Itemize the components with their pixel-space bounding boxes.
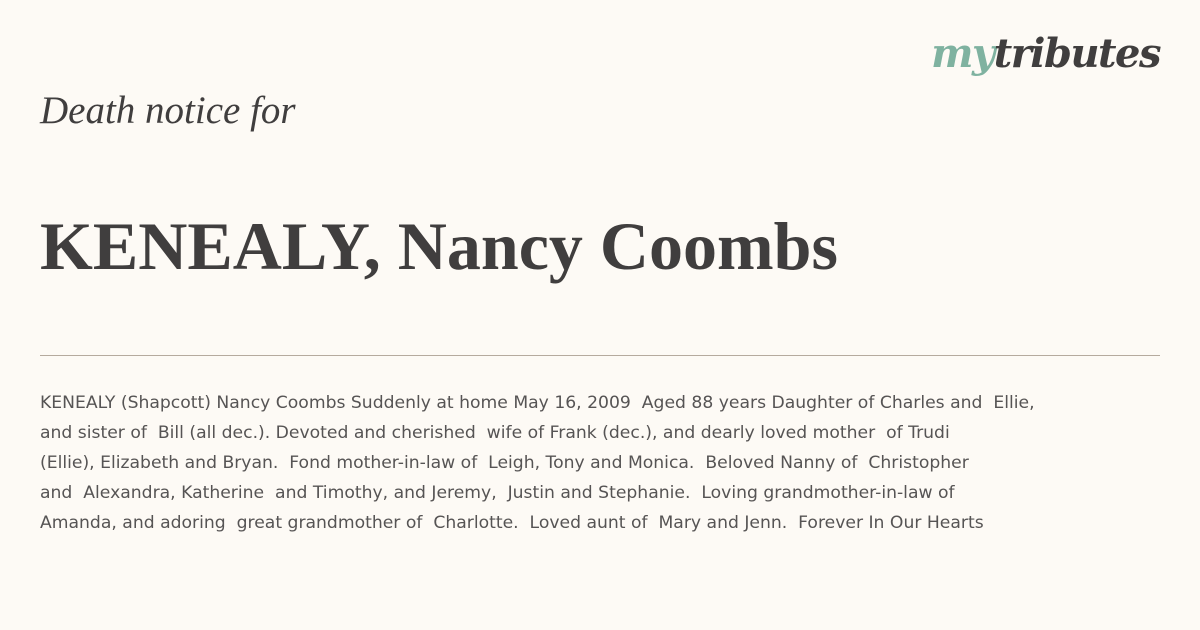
notice-line: KENEALY (Shapcott) Nancy Coombs Suddenly at home May 16, 2009 Aged 88 years Daughter of Charles and Ellie, xyxy=(40,393,1035,413)
logo-tributes-text: tributes xyxy=(993,30,1160,77)
mytributes-logo[interactable] xyxy=(931,30,1160,77)
notice-line: (Ellie), Elizabeth and Bryan. Fond mother-in-law of Leigh, Tony and Monica. Beloved Nanny of Christopher xyxy=(40,453,969,473)
page-subtitle: Death notice for xyxy=(40,89,296,132)
logo-my-text: my xyxy=(931,30,994,77)
notice-line: Amanda, and adoring great grandmother of Charlotte. Loved aunt of Mary and Jenn. Forever In Our Hearts xyxy=(40,513,984,533)
notice-line: and sister of Bill (all dec.). Devoted and cherished wife of Frank (dec.), and dearly loved mother of Trudi xyxy=(40,423,950,443)
notice-text xyxy=(40,388,1180,538)
deceased-name: KENEALY, Nancy Coombs xyxy=(40,208,838,284)
divider xyxy=(40,355,1160,356)
notice-line: and Alexandra, Katherine and Timothy, and Jeremy, Justin and Stephanie. Loving grandmother-in-law of xyxy=(40,483,955,503)
